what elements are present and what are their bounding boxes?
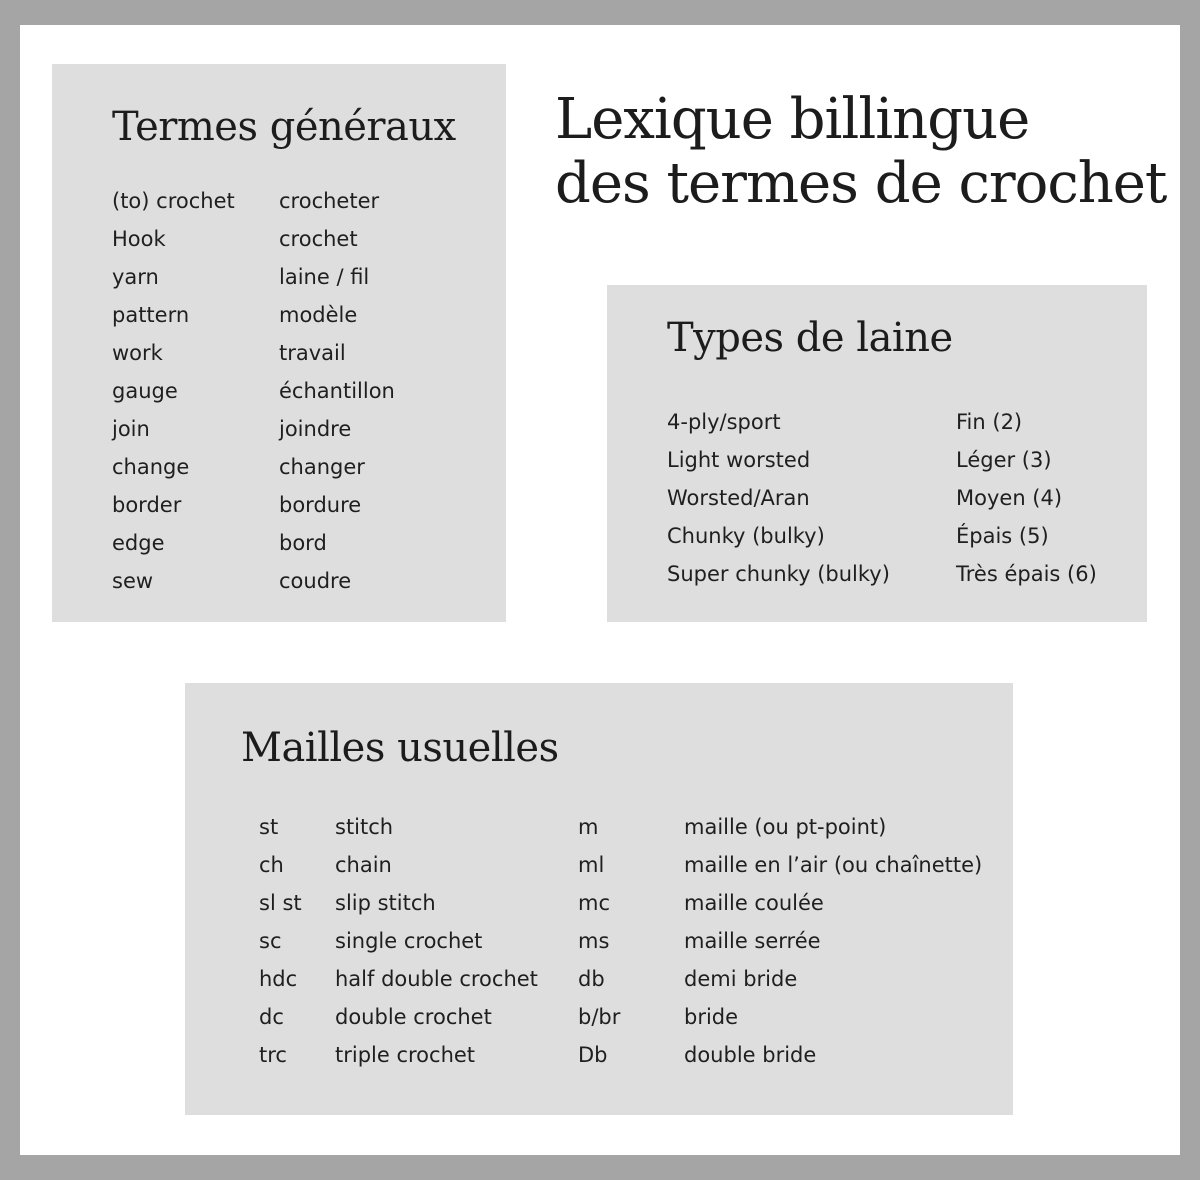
term-fr: bord bbox=[279, 531, 327, 555]
yarn-en: Worsted/Aran bbox=[667, 486, 810, 510]
yarn-en: 4-ply/sport bbox=[667, 410, 781, 434]
stitch-fr: double bride bbox=[684, 1043, 817, 1067]
stitch-fr-abbr: ms bbox=[578, 929, 610, 953]
term-en: join bbox=[112, 417, 150, 441]
term-fr: modèle bbox=[279, 303, 358, 327]
yarn-fr: Fin (2) bbox=[956, 410, 1023, 434]
term-fr: échantillon bbox=[279, 379, 395, 403]
yarn-fr: Léger (3) bbox=[956, 448, 1052, 472]
list-item bbox=[112, 448, 492, 486]
stitch-fr: maille serrée bbox=[684, 929, 821, 953]
list-item bbox=[112, 372, 492, 410]
list-item bbox=[112, 486, 492, 524]
stitch-en: triple crochet bbox=[335, 1043, 476, 1067]
term-fr: travail bbox=[279, 341, 346, 365]
stitch-en-abbr: st bbox=[259, 815, 279, 839]
term-en: change bbox=[112, 455, 190, 479]
term-en: work bbox=[112, 341, 163, 365]
term-en: pattern bbox=[112, 303, 190, 327]
term-en: edge bbox=[112, 531, 165, 555]
stitch-fr-abbr: Db bbox=[578, 1043, 608, 1067]
table-row bbox=[259, 846, 999, 884]
common-stitches-list bbox=[259, 808, 999, 1074]
stitch-fr-abbr: ml bbox=[578, 853, 605, 877]
list-item bbox=[667, 555, 1127, 593]
general-terms-list bbox=[112, 182, 492, 600]
term-en: (to) crochet bbox=[112, 189, 235, 213]
stitch-fr-abbr: mc bbox=[578, 891, 611, 915]
table-row bbox=[259, 1036, 999, 1074]
term-fr: bordure bbox=[279, 493, 362, 517]
yarn-fr: Épais (5) bbox=[956, 524, 1049, 548]
stitch-fr-abbr: db bbox=[578, 967, 605, 991]
list-item bbox=[112, 562, 492, 600]
table-row bbox=[259, 960, 999, 998]
list-item bbox=[112, 296, 492, 334]
stitch-en-abbr: trc bbox=[259, 1043, 287, 1067]
stitch-en: chain bbox=[335, 853, 392, 877]
stitch-en: slip stitch bbox=[335, 891, 436, 915]
yarn-types-heading: Types de laine bbox=[667, 315, 953, 361]
list-item bbox=[667, 479, 1127, 517]
list-item bbox=[112, 524, 492, 562]
stitch-en: stitch bbox=[335, 815, 394, 839]
table-row bbox=[259, 998, 999, 1036]
term-en: sew bbox=[112, 569, 154, 593]
stitch-fr-abbr: m bbox=[578, 815, 599, 839]
stitch-fr: maille (ou pt-point) bbox=[684, 815, 887, 839]
stitch-en: double crochet bbox=[335, 1005, 492, 1029]
table-row bbox=[259, 808, 999, 846]
term-en: Hook bbox=[112, 227, 166, 251]
yarn-fr: Moyen (4) bbox=[956, 486, 1063, 510]
list-item bbox=[667, 517, 1127, 555]
stitch-en-abbr: hdc bbox=[259, 967, 298, 991]
stitch-en-abbr: sl st bbox=[259, 891, 302, 915]
list-item bbox=[667, 403, 1127, 441]
stitch-en-abbr: dc bbox=[259, 1005, 284, 1029]
stitch-fr: maille en l’air (ou chaînette) bbox=[684, 853, 983, 877]
term-fr: crocheter bbox=[279, 189, 380, 213]
yarn-types-list bbox=[667, 403, 1127, 593]
yarn-en: Super chunky (bulky) bbox=[667, 562, 890, 586]
term-fr: changer bbox=[279, 455, 365, 479]
yarn-en: Light worsted bbox=[667, 448, 811, 472]
stitch-en: single crochet bbox=[335, 929, 483, 953]
stitch-fr: bride bbox=[684, 1005, 739, 1029]
term-en: border bbox=[112, 493, 182, 517]
term-fr: crochet bbox=[279, 227, 358, 251]
list-item bbox=[112, 410, 492, 448]
term-fr: coudre bbox=[279, 569, 352, 593]
table-row bbox=[259, 884, 999, 922]
list-item bbox=[112, 334, 492, 372]
page-title-line-2: des termes de crochet bbox=[555, 151, 1167, 216]
general-terms-heading: Termes généraux bbox=[112, 104, 456, 150]
yarn-fr: Très épais (6) bbox=[956, 562, 1097, 586]
term-en: yarn bbox=[112, 265, 159, 289]
stitch-en-abbr: sc bbox=[259, 929, 282, 953]
term-en: gauge bbox=[112, 379, 178, 403]
stitch-fr: demi bride bbox=[684, 967, 798, 991]
stitch-en-abbr: ch bbox=[259, 853, 284, 877]
stitch-fr-abbr: b/br bbox=[578, 1005, 621, 1029]
list-item bbox=[667, 441, 1127, 479]
list-item bbox=[112, 258, 492, 296]
page-title-line-1: Lexique billingue bbox=[555, 87, 1030, 152]
list-item bbox=[112, 220, 492, 258]
stitch-fr: maille coulée bbox=[684, 891, 824, 915]
page-title bbox=[555, 88, 1166, 216]
list-item bbox=[112, 182, 492, 220]
yarn-en: Chunky (bulky) bbox=[667, 524, 825, 548]
term-fr: laine / fil bbox=[279, 265, 370, 289]
common-stitches-heading: Mailles usuelles bbox=[241, 725, 559, 771]
term-fr: joindre bbox=[279, 417, 352, 441]
stitch-en: half double crochet bbox=[335, 967, 538, 991]
table-row bbox=[259, 922, 999, 960]
